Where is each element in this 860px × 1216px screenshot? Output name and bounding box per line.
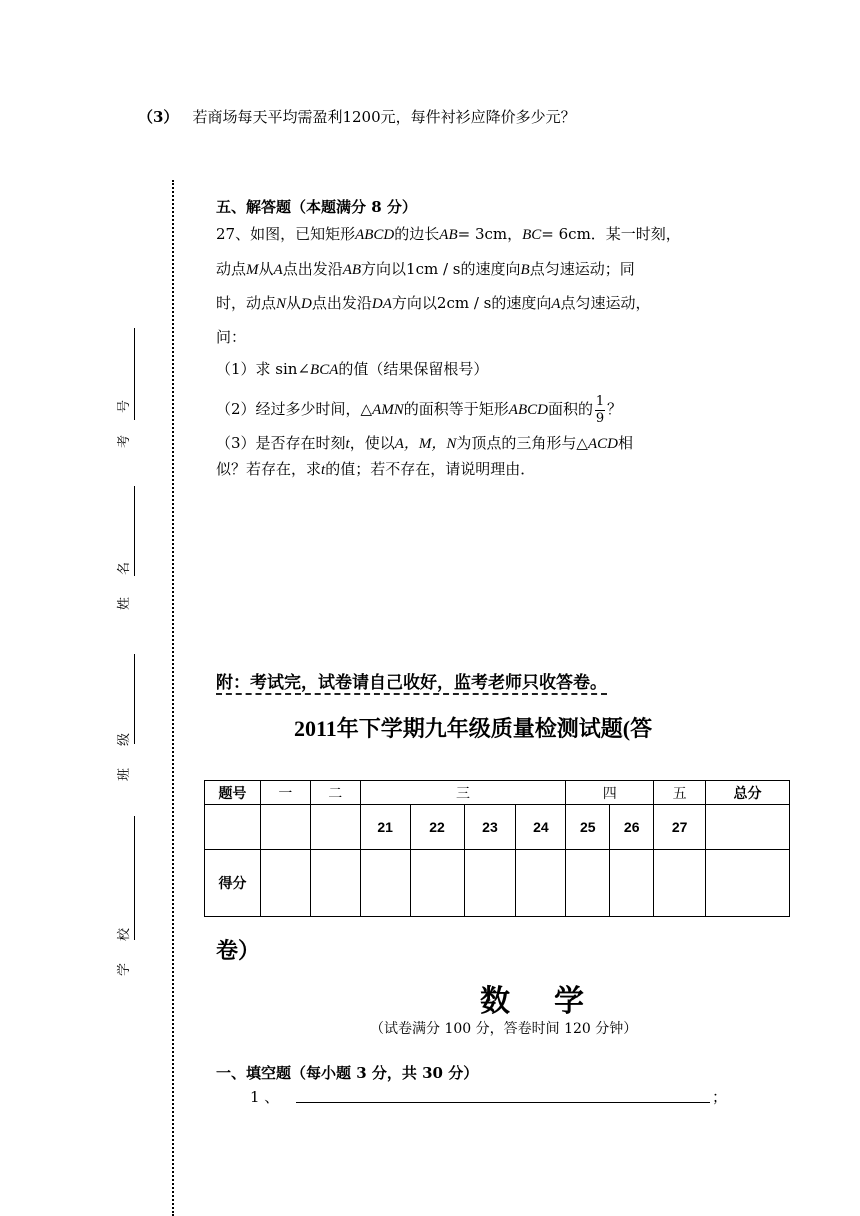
score-entry-cell [410,850,464,917]
side-label-banji: 级 班 [117,732,133,782]
fill-section-title: 一、填空题（每小题 3 分，共 30 分） [216,1064,479,1082]
question-text: 若商场每天平均需盈利1200元，每件衬衫应降价多少元？ [192,108,576,126]
kaohao-line [134,328,135,420]
exam-info: （试卷满分 100 分，答卷时间 120 分钟） [370,1021,638,1037]
fill-end-punct: ； [712,1088,728,1106]
binding-dotted-line [172,180,174,1216]
blank-cell [260,805,310,850]
question-3-top [138,106,576,127]
score-entry-cell [260,850,310,917]
problem27-line1: 27、如图，已知矩形ABCD的边长AB= 3cm，BC= 6cm．某一时刻， [216,225,681,243]
question-number-cell: 21 [360,805,410,850]
blank-cell [310,805,360,850]
header-cell: 二 [310,781,360,805]
score-entry-cell [360,850,410,917]
question-number-cell: 26 [610,805,654,850]
question-number-cell: 24 [516,805,566,850]
score-table-number-row [205,805,790,850]
problem27-sub2: （2）经过多少时间，△AMN的面积等于矩形ABCD面积的 $\frac{1}{9}$ ？ [216,393,622,426]
banji-line [134,654,135,744]
score-table-score-row [205,850,790,917]
side-label-xuexiao: 校 学 [117,927,133,977]
score-entry-cell [464,850,516,917]
xingming-line [134,486,135,576]
score-entry-cell [654,850,706,917]
exam-notice: 附：考试完，试卷请自己收好，监考老师只收答卷。 [216,673,607,693]
section5-title: 五、解答题（本题满分 8 分） [216,198,417,216]
problem27-ask: 问： [216,328,247,346]
fill-question-number: 1 、 [250,1088,280,1106]
header-cell: 五 [654,781,706,805]
score-entry-cell [566,850,610,917]
header-cell: 三 [360,781,566,805]
fraction-one-ninth: $\frac{1}{9}$ [595,393,605,426]
answer-sheet-title-end: 卷） [216,938,261,964]
question-number-cell: 27 [654,805,706,850]
answer-blank-line[interactable] [296,1100,710,1103]
blank-cell [205,805,261,850]
side-label-xingming: 名 姓 [117,561,133,611]
score-label-cell: 得分 [205,850,261,917]
problem27-line3: 时，动点N从D点出发沿DA方向以2cm / s的速度向A点匀速运动， [216,294,651,312]
score-entry-cell [610,850,654,917]
blank-cell [706,805,790,850]
question-number-cell: 23 [464,805,516,850]
problem27-sub1: （1）求 sin∠BCA的值（结果保留根号） [216,360,489,378]
score-entry-cell [310,850,360,917]
header-cell: 四 [566,781,654,805]
question-number-cell: 22 [410,805,464,850]
header-cell: 总分 [706,781,790,805]
score-entry-cell [516,850,566,917]
problem27-sub3-cont: 似？若存在，求t的值；若不存在，请说明理由． [216,460,536,478]
problem27-sub3: （3）是否存在时刻t，使以A，M，N为顶点的三角形与△ACD相 [216,434,633,452]
question-number: （3） [138,108,179,126]
subject-title: 数学 [480,984,628,1019]
xuexiao-line [134,816,135,940]
score-entry-cell [706,850,790,917]
score-table [204,780,790,917]
score-table-header-row [205,781,790,805]
side-label-kaohao: 号 考 [117,399,133,449]
header-cell: 题号 [205,781,261,805]
problem27-line2: 动点M从A点出发沿AB方向以1cm / s的速度向B点匀速运动；同 [216,260,635,278]
header-cell: 一 [260,781,310,805]
answer-sheet-title: 2011年下学期九年级质量检测试题(答 [294,716,653,741]
question-number-cell: 25 [566,805,610,850]
